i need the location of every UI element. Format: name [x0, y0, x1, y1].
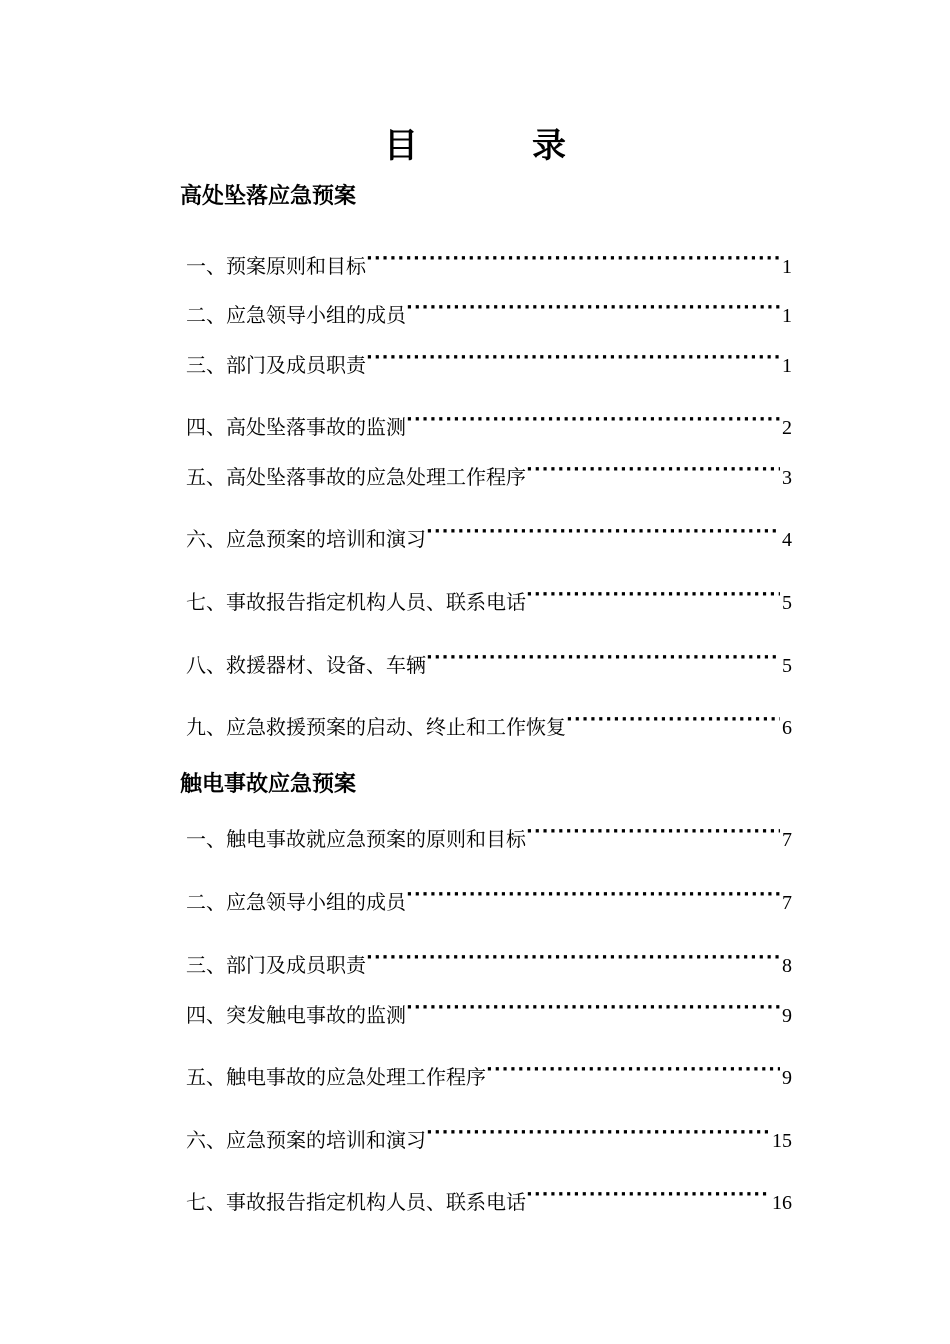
toc-entry[interactable]: [186, 581, 792, 614]
toc-page-number: 5: [782, 592, 792, 614]
page-title: 目 录: [384, 126, 606, 166]
toc-leader-dots: [566, 706, 780, 734]
toc-page-number: 7: [782, 892, 792, 914]
toc-leader-dots: [406, 994, 780, 1022]
toc-page-number: 1: [782, 256, 792, 278]
section-heading-electric: 触电事故应急预案: [180, 771, 357, 797]
section-heading-fall: 高处坠落应急预案: [180, 183, 357, 209]
toc-entry[interactable]: [186, 1181, 792, 1214]
toc-leader-dots: [406, 406, 780, 434]
toc-leader-dots: [426, 644, 780, 672]
toc-entry-label: 六、应急预案的培训和演习: [186, 1128, 426, 1152]
toc-entry[interactable]: [186, 344, 792, 377]
toc-entry-label: 一、触电事故就应急预案的原则和目标: [186, 827, 526, 851]
toc-leader-dots: [406, 881, 780, 909]
toc-entry-label: 八、救援器材、设备、车辆: [186, 653, 426, 677]
toc-entry[interactable]: [186, 818, 792, 851]
toc-page-number: 7: [782, 829, 792, 851]
toc-leader-dots: [426, 1119, 770, 1147]
toc-leader-dots: [406, 294, 780, 322]
toc-leader-dots: [366, 344, 780, 372]
toc-page-number: 15: [772, 1130, 792, 1152]
toc-entry-label: 六、应急预案的培训和演习: [186, 527, 426, 551]
toc-page-number: 3: [782, 467, 792, 489]
toc-page-number: 1: [782, 355, 792, 377]
toc-leader-dots: [426, 518, 780, 546]
toc-page-number: 1: [782, 305, 792, 327]
toc-entry[interactable]: [186, 994, 792, 1027]
toc-entry[interactable]: [186, 406, 792, 439]
toc-page-number: 8: [782, 955, 792, 977]
toc-entry[interactable]: [186, 944, 792, 977]
toc-leader-dots: [526, 581, 780, 609]
toc-leader-dots: [486, 1056, 780, 1084]
toc-entry-label: 二、应急领导小组的成员: [186, 303, 406, 327]
toc-page-number: 6: [782, 717, 792, 739]
toc-page-number: 9: [782, 1005, 792, 1027]
toc-entry-label: 七、事故报告指定机构人员、联系电话: [186, 1190, 526, 1214]
toc-entry-label: 五、高处坠落事故的应急处理工作程序: [186, 465, 526, 489]
toc-entry[interactable]: [186, 518, 792, 551]
toc-entry[interactable]: [186, 245, 792, 278]
toc-entry-label: 三、部门及成员职责: [186, 353, 366, 377]
toc-entry-label: 七、事故报告指定机构人员、联系电话: [186, 590, 526, 614]
toc-entry-label: 一、预案原则和目标: [186, 254, 366, 278]
toc-entry-label: 四、高处坠落事故的监测: [186, 415, 406, 439]
toc-page-number: 2: [782, 417, 792, 439]
toc-page-number: 4: [782, 529, 792, 551]
toc-entry[interactable]: [186, 294, 792, 327]
toc-page-number: 16: [772, 1192, 792, 1214]
toc-entry[interactable]: [186, 706, 792, 739]
toc-entry[interactable]: [186, 644, 792, 677]
toc-entry[interactable]: [186, 881, 792, 914]
toc-page-number: 9: [782, 1067, 792, 1089]
toc-entry-label: 二、应急领导小组的成员: [186, 890, 406, 914]
toc-leader-dots: [526, 1181, 770, 1209]
toc-leader-dots: [366, 245, 780, 273]
toc-entry[interactable]: [186, 1056, 792, 1089]
toc-entry-label: 四、突发触电事故的监测: [186, 1003, 406, 1027]
toc-page-number: 5: [782, 655, 792, 677]
toc-entry-label: 九、应急救援预案的启动、终止和工作恢复: [186, 715, 566, 739]
toc-leader-dots: [526, 818, 780, 846]
toc-entry[interactable]: [186, 456, 792, 489]
toc-leader-dots: [526, 456, 780, 484]
toc-entry-label: 三、部门及成员职责: [186, 953, 366, 977]
toc-leader-dots: [366, 944, 780, 972]
toc-entry-label: 五、触电事故的应急处理工作程序: [186, 1065, 486, 1089]
toc-entry[interactable]: [186, 1119, 792, 1152]
